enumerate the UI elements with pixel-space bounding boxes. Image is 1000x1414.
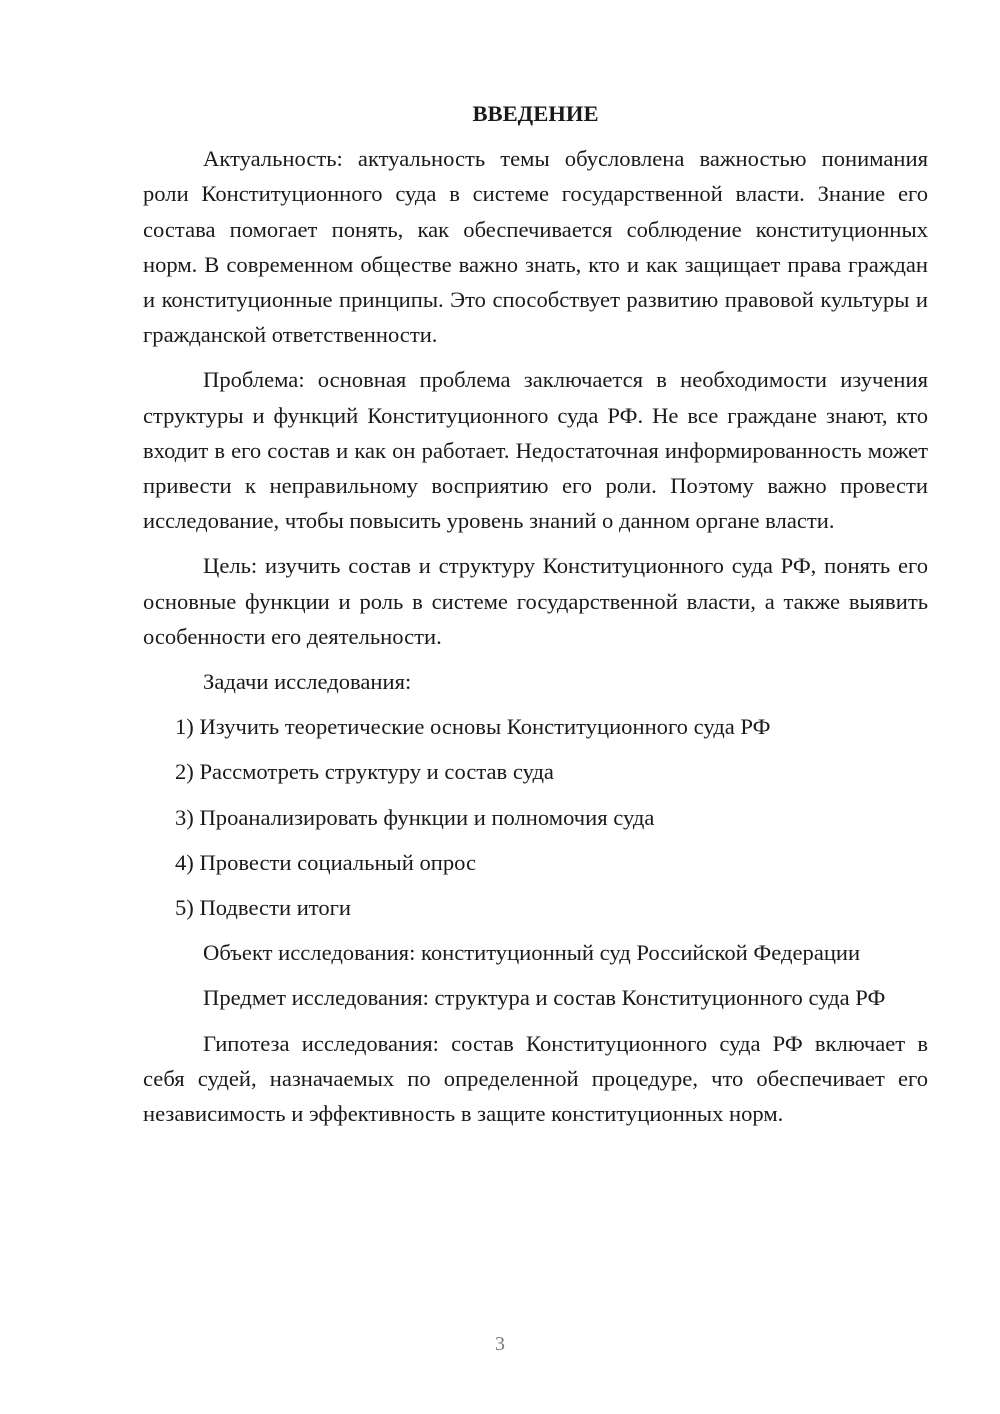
object-line: Объект исследования: конституционный суд Российской Федерации [203, 940, 861, 966]
hypothesis-paragraph: Гипотеза исследования: состав Конституционного суда РФ включает в себя судей, назначаемых по определенной процедуре, что обеспечивает его независимость и эффективность в защите конституционных норм. [143, 1030, 928, 1127]
page-number: 3 [495, 1333, 505, 1355]
list-item: 5) Подвести итоги [175, 895, 352, 921]
relevance-paragraph: Актуальность: актуальность темы обусловлена важностью понимания роли Конституционного суда в системе государственной власти. Знание его состава помогает понять, как обеспечивается соблюдение конституционных норм. В современном обществе важно знать, кто и как защищает права граждан и конституционные принципы. Это способствует развитию правовой культуры и гражданской ответственности. [143, 146, 928, 348]
list-item: 3) Проанализировать функции и полномочия суда [175, 804, 655, 830]
tasks-list [143, 709, 928, 925]
document-page [143, 96, 928, 1141]
tasks-heading: Задачи исследования: [203, 669, 412, 695]
subject-paragraph: Предмет исследования: структура и состав Конституционного суда РФ [203, 985, 886, 1011]
list-item: 2) Рассмотреть структуру и состав суда [175, 759, 554, 785]
problem-paragraph: Проблема: основная проблема заключается в необходимости изучения структуры и функций Конституционного суда РФ. Не все граждане знают, кто входит в его состав и как он работает. Недостаточная информированность может привести к неправильному восприятию его роли. Поэтому важно провести исследование, чтобы повысить уровень знаний о данном органе власти. [143, 367, 928, 534]
list-item: 4) Провести социальный опрос [175, 849, 477, 875]
goal-paragraph: Цель: изучить состав и структуру Конституционного суда РФ, понять его основные функции и роль в системе государственной власти, а также выявить особенности его деятельности. [143, 553, 928, 649]
list-item: 1) Изучить теоретические основы Конституционного суда РФ [175, 714, 771, 740]
page-title: ВВЕДЕНИЕ [472, 101, 599, 126]
